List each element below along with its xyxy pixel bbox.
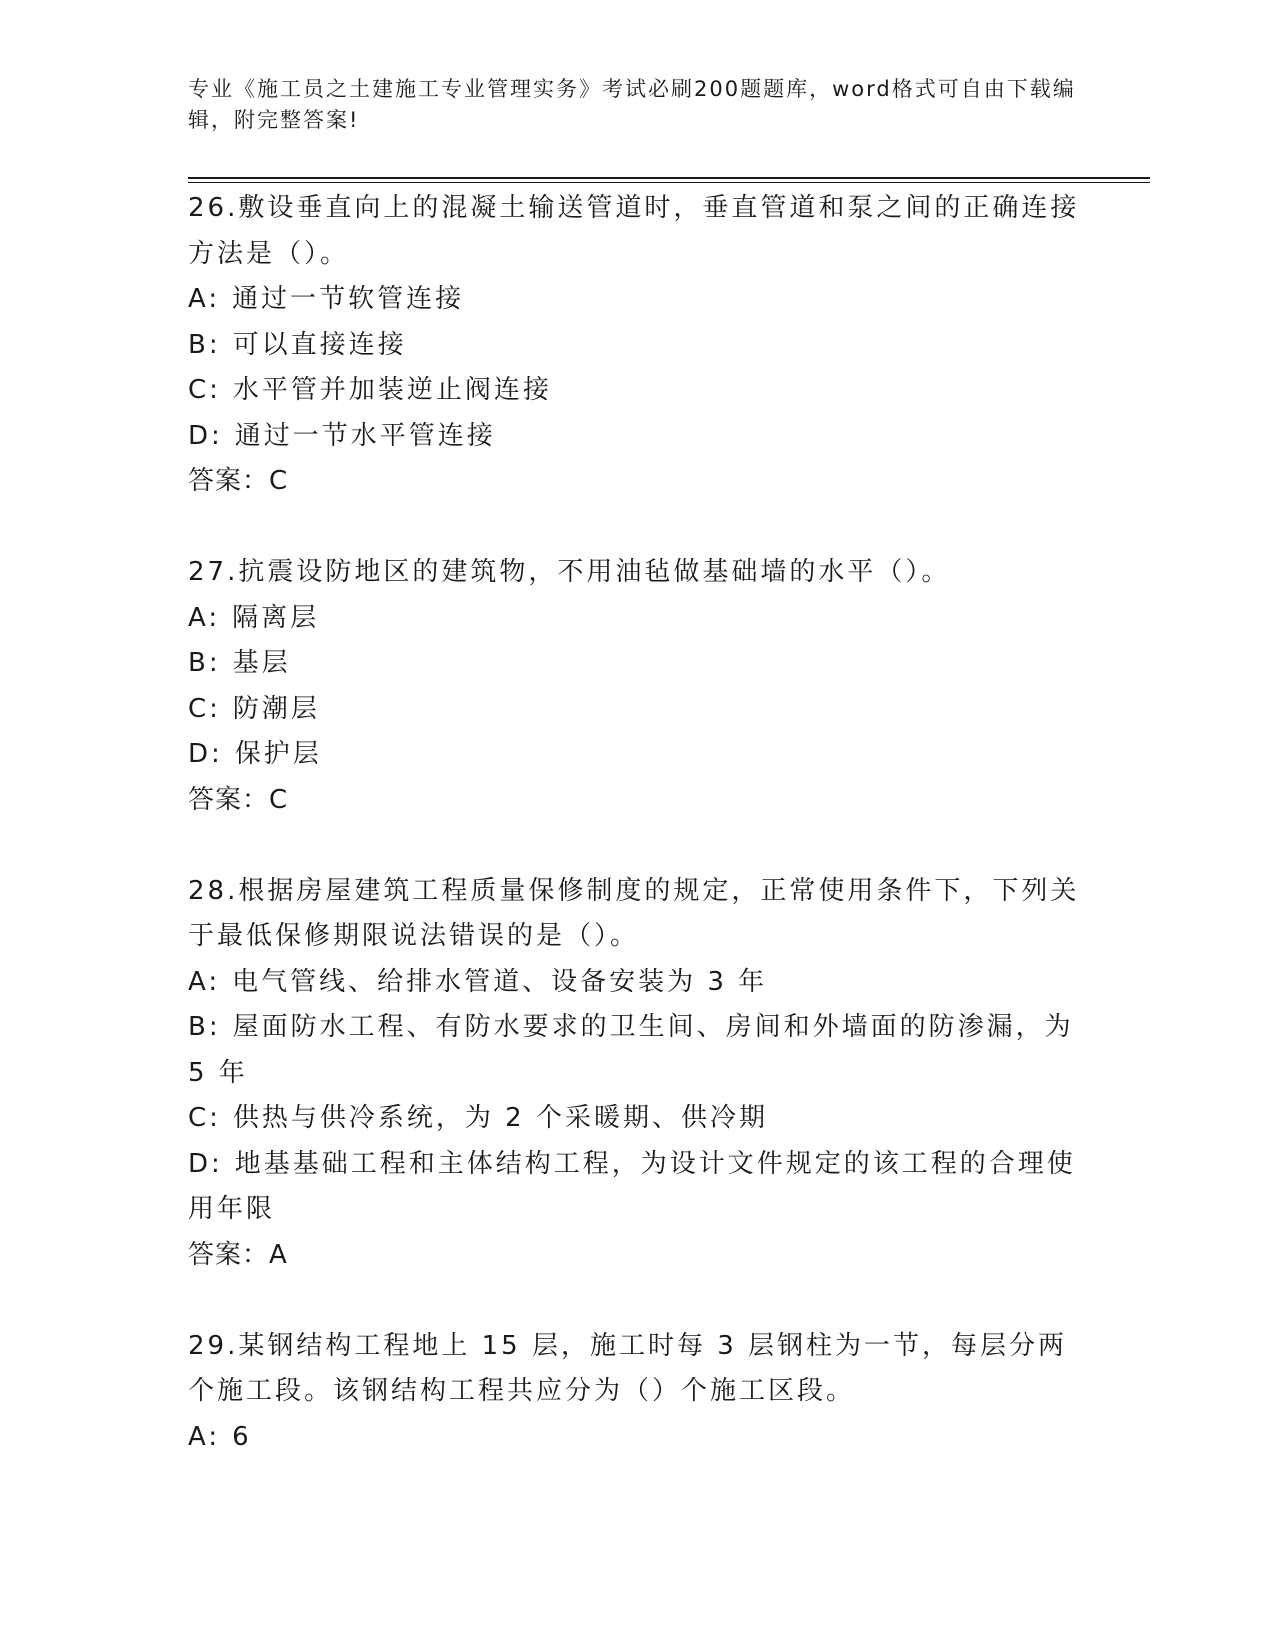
option-d xyxy=(188,732,1088,778)
option-text: 可以直接连接 xyxy=(232,329,407,360)
option-text: 通过一节软管连接 xyxy=(232,284,465,314)
question-29 xyxy=(188,1324,1088,1461)
option-letter: D: xyxy=(188,739,223,769)
option-letter: C: xyxy=(188,375,221,405)
option-text: 地基基础工程和主体结构工程，为设计文件规定的该工程的合理使用年限 xyxy=(188,1148,1076,1224)
header-divider xyxy=(188,177,1150,183)
option-d xyxy=(188,414,1088,460)
option-letter: A: xyxy=(188,1421,221,1452)
question-stem: 26.敷设垂直向上的混凝土输送管道时，垂直管道和泵之间的正确连接方法是（）。 xyxy=(188,193,1080,269)
option-letter: D: xyxy=(188,1148,223,1179)
option-d xyxy=(188,1142,1088,1233)
option-c xyxy=(188,1096,1088,1142)
option-text: 通过一节水平管连接 xyxy=(234,420,496,451)
option-letter: B: xyxy=(188,329,221,360)
option-c xyxy=(188,368,1088,414)
option-b xyxy=(188,323,1088,369)
answer-line: 答案：C xyxy=(188,784,289,815)
option-text: 电气管线、给排水管道、设备安装为 3 年 xyxy=(232,966,768,997)
answer-line: 答案：C xyxy=(188,466,289,496)
answer-line: 答案：A xyxy=(188,1239,288,1270)
question-stem: 27.抗震设防地区的建筑物，不用油毡做基础墙的水平（）。 xyxy=(188,557,951,587)
option-c xyxy=(188,687,1088,733)
option-text: 防潮层 xyxy=(232,693,320,724)
option-text: 供热与供冷系统，为 2 个采暖期、供冷期 xyxy=(232,1103,768,1133)
option-a xyxy=(188,277,1088,323)
question-list xyxy=(188,186,1088,1506)
option-b xyxy=(188,1005,1088,1096)
option-b xyxy=(188,641,1088,687)
question-28 xyxy=(188,869,1088,1279)
question-stem: 28.根据房屋建筑工程质量保修制度的规定，正常使用条件下，下列关于最低保修期限说法错误的是（）。 xyxy=(188,875,1080,951)
question-stem: 29.某钢结构工程地上 15 层，施工时每 3 层钢柱为一节，每层分两个施工段。该钢结构工程共应分为（）个施工区段。 xyxy=(188,1330,1068,1406)
option-letter: D: xyxy=(188,420,223,451)
question-26 xyxy=(188,186,1088,505)
option-letter: B: xyxy=(188,1012,221,1042)
option-a xyxy=(188,596,1088,642)
option-text: 隔离层 xyxy=(232,602,320,633)
option-a xyxy=(188,960,1088,1006)
option-letter: C: xyxy=(188,1103,221,1133)
option-text: 水平管并加装逆止阀连接 xyxy=(232,375,552,405)
option-a xyxy=(188,1415,1088,1461)
option-text: 基层 xyxy=(232,648,291,678)
option-letter: C: xyxy=(188,693,221,724)
option-text: 6 xyxy=(232,1421,252,1452)
option-text: 屋面防水工程、有防水要求的卫生间、房间和外墙面的防渗漏，为 5 年 xyxy=(188,1012,1074,1088)
question-27 xyxy=(188,550,1088,823)
option-letter: A: xyxy=(188,602,221,633)
option-letter: A: xyxy=(188,284,221,314)
option-letter: A: xyxy=(188,966,221,997)
option-text: 保护层 xyxy=(234,739,322,769)
option-letter: B: xyxy=(188,648,221,678)
document-intro: 专业《施工员之土建施工专业管理实务》考试必刷200题题库，word格式可自由下载编辑，附完整答案! xyxy=(188,77,1076,132)
